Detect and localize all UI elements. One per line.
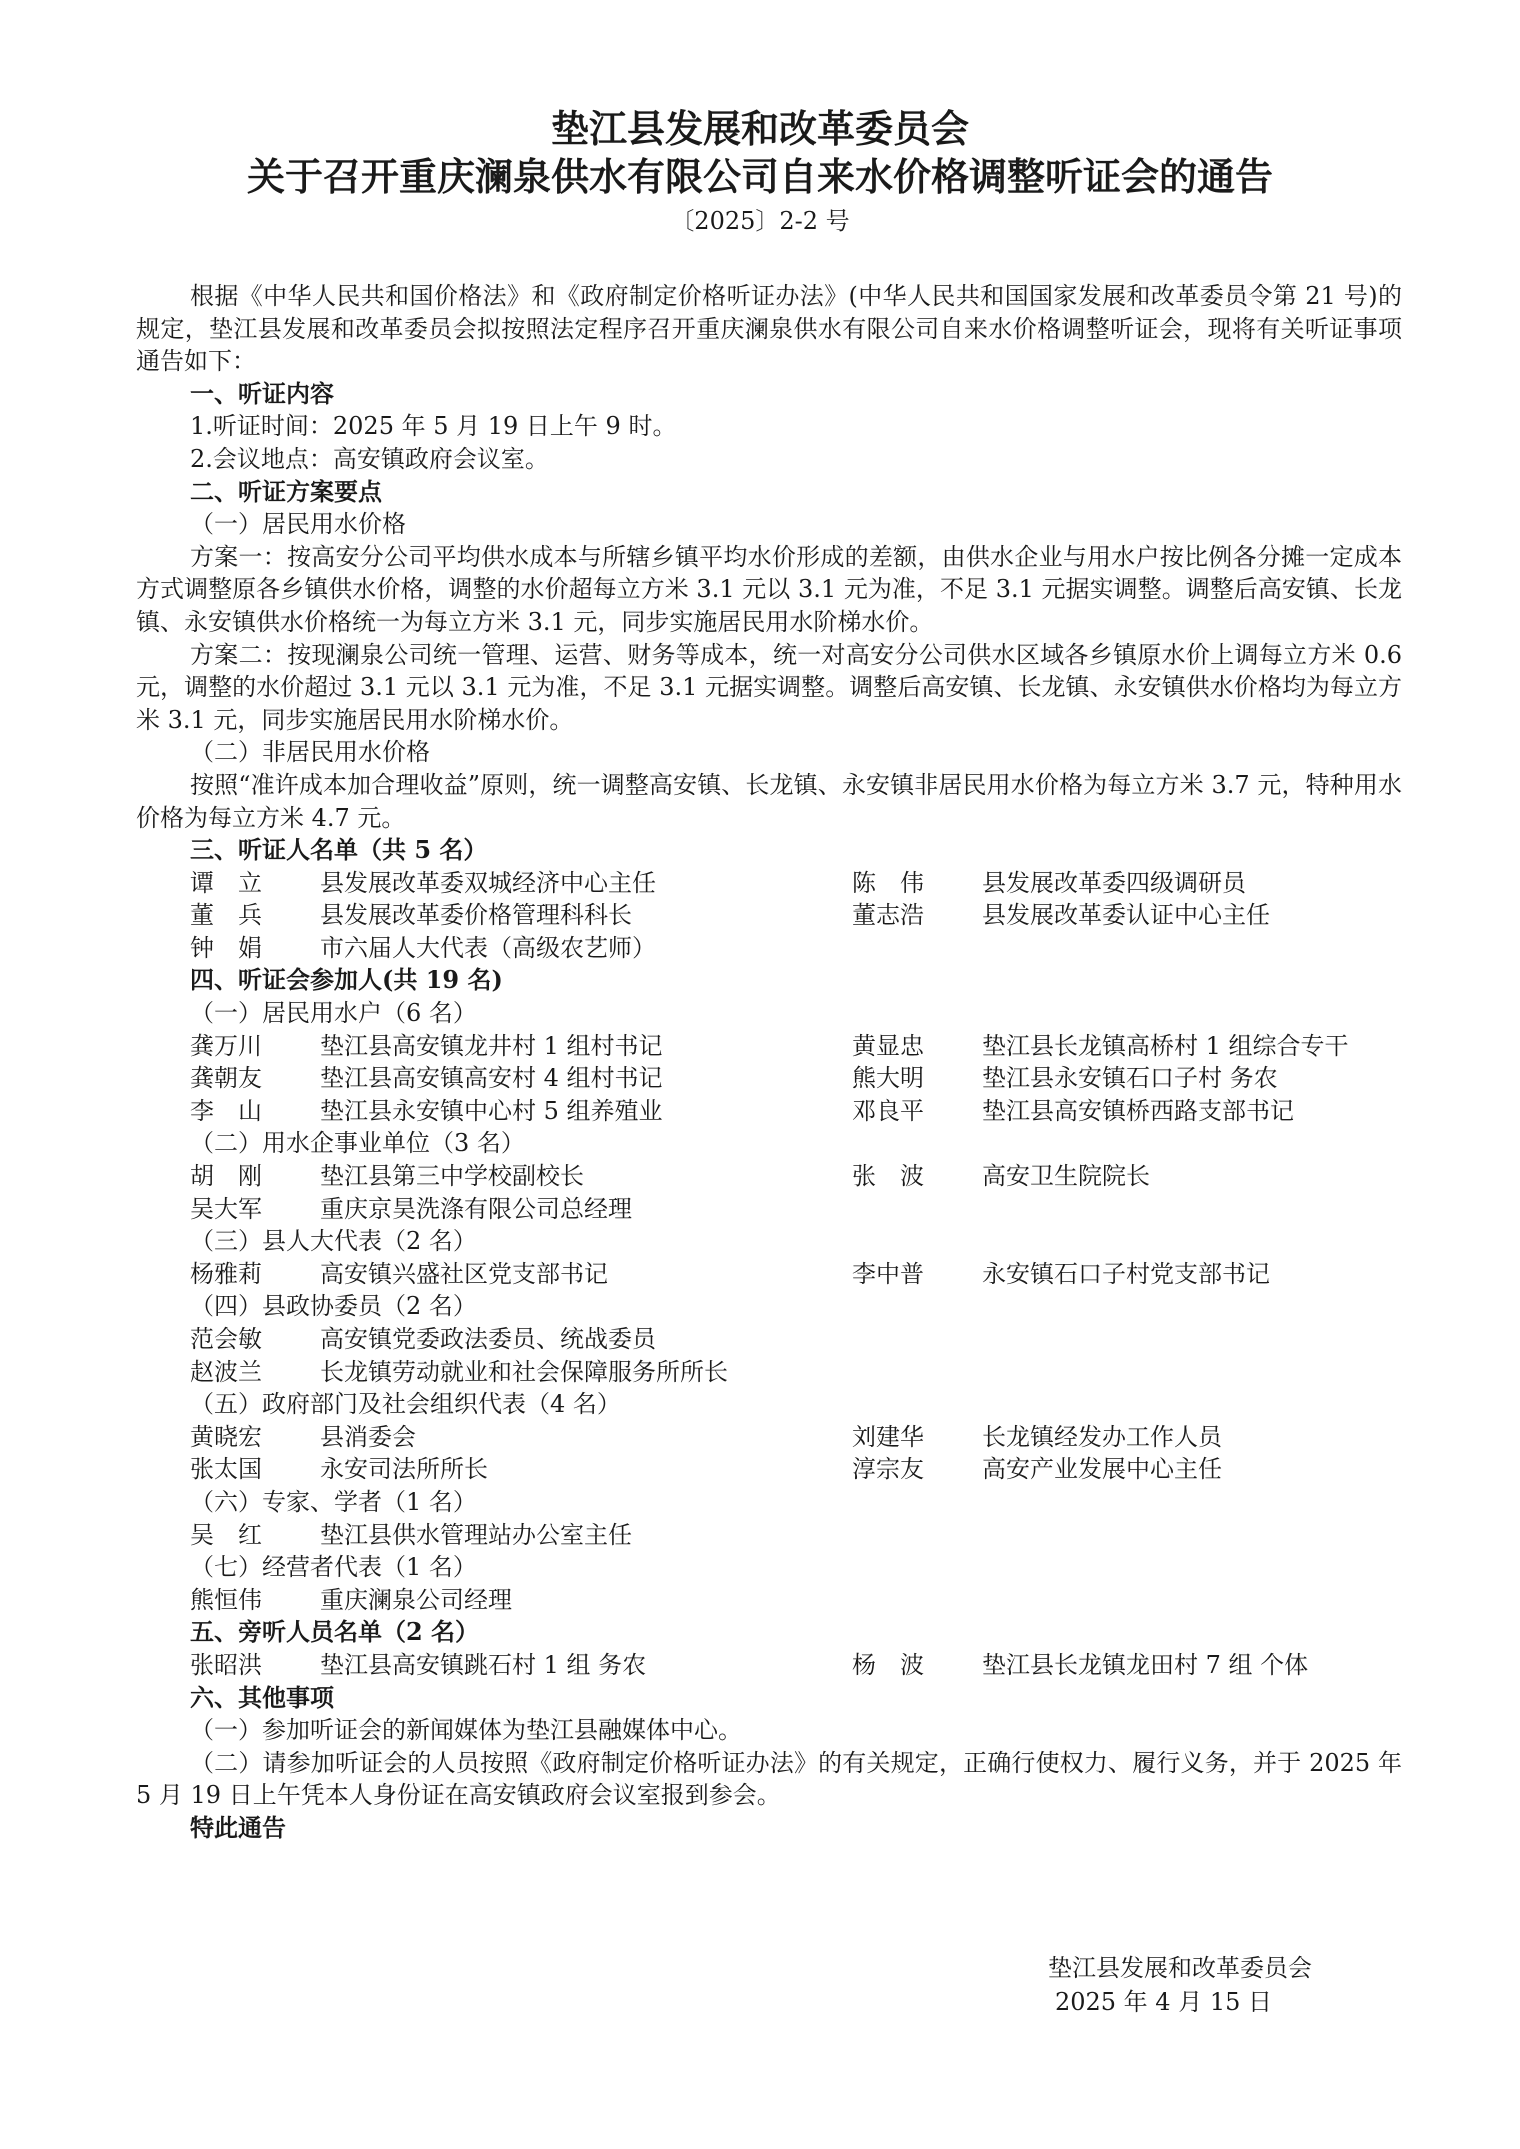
person-role: 高安镇党委政法委员、统战委员 — [320, 1325, 656, 1353]
person-role: 垫江县高安镇桥西路支部书记 — [982, 1096, 1294, 1125]
person-name: 张太国 — [190, 1455, 262, 1484]
person-role: 县消委会 — [320, 1422, 416, 1451]
person-row — [136, 1095, 1402, 1128]
intro-paragraph: 根据《中华人民共和国价格法》和《政府制定价格听证办法》(中华人民共和国国家发展和改革委员令第 21 号)的规定，垫江县发展和改革委员会拟按照法定程序召开重庆澜泉供水有限公司自来水价格调整听证会，现将有关听证事项通告如下： — [136, 282, 1402, 376]
person-role: 垫江县供水管理站办公室主任 — [320, 1520, 632, 1549]
other-matter-item: （一）参加听证会的新闻媒体为垫江县融媒体中心。 — [190, 1716, 742, 1745]
person-name: 胡 刚 — [190, 1162, 262, 1191]
person-role: 垫江县高安镇龙井村 1 组村书记 — [320, 1031, 663, 1060]
section-heading-plan-points: 二、听证方案要点 — [190, 476, 382, 506]
person-name: 范会敏 — [190, 1325, 262, 1353]
document-title-line1: 垫江县发展和改革委员会 — [550, 106, 969, 151]
signature-organization: 垫江县发展和改革委员会 — [1048, 1954, 1312, 1982]
person-role: 永安镇石口子村党支部书记 — [982, 1259, 1270, 1288]
person-name: 吴大军 — [190, 1194, 262, 1223]
document-number: 〔2025〕2-2 号 — [670, 207, 850, 235]
signature-date: 2025 年 4 月 15 日 — [1054, 1988, 1272, 2016]
person-row — [136, 1356, 1402, 1389]
section-heading-hearing-content: 一、听证内容 — [190, 378, 334, 408]
person-row — [136, 1453, 1402, 1486]
group-title: （二）用水企事业单位（3 名） — [190, 1129, 525, 1158]
person-name: 李 山 — [190, 1096, 262, 1125]
person-name: 谭 立 — [190, 868, 262, 897]
person-name: 董志浩 — [852, 901, 924, 930]
hearing-time: 1.听证时间：2025 年 5 月 19 日上午 9 时。 — [190, 412, 677, 441]
person-row — [136, 1649, 1402, 1682]
person-row — [136, 1258, 1402, 1291]
person-row — [136, 932, 1402, 965]
person-row — [136, 1519, 1402, 1552]
person-role: 长龙镇经发办工作人员 — [982, 1422, 1222, 1451]
nonresidential-paragraph: 按照“准许成本加合理收益”原则，统一调整高安镇、长龙镇、永安镇非居民用水价格为每立方米 3.7 元，特种用水价格为每立方米 4.7 元。 — [136, 770, 1402, 832]
person-name: 钟 娟 — [190, 933, 262, 962]
subheading-residential-price: （一）居民用水价格 — [190, 510, 406, 539]
person-name: 熊大明 — [852, 1064, 924, 1093]
group-title: （七）经营者代表（1 名） — [190, 1553, 477, 1582]
person-name: 熊恒伟 — [190, 1585, 262, 1614]
subheading-nonresidential-price: （二）非居民用水价格 — [190, 738, 430, 767]
section-heading-other-matters: 六、其他事项 — [190, 1682, 334, 1712]
person-role: 县发展改革委四级调研员 — [982, 868, 1246, 897]
person-row — [136, 1584, 1402, 1617]
plan-one-paragraph: 方案一：按高安分公司平均供水成本与所辖乡镇平均水价形成的差额，由供水企业与用水户按比例各分摊一定成本方式调整原各乡镇供水价格，调整的水价超每立方米 3.1 元以 3.1 元为准，不足 3.1 元据实调整。调整后高安镇、长龙镇、永安镇供水价格统一为每立方米 3.1 元，同步实施居民用水阶梯水价。 — [136, 542, 1402, 636]
person-row — [136, 899, 1402, 932]
person-role: 永安司法所所长 — [320, 1455, 488, 1484]
group-title: （三）县人大代表（2 名） — [190, 1227, 477, 1256]
section-heading-participants: 四、听证会参加人(共 19 名) — [190, 965, 503, 995]
person-row — [136, 1160, 1402, 1193]
person-role: 高安卫生院院长 — [982, 1162, 1150, 1191]
person-name: 杨 波 — [852, 1650, 924, 1679]
person-role: 垫江县长龙镇高桥村 1 组综合专干 — [982, 1031, 1349, 1060]
person-name: 黄显忠 — [852, 1031, 924, 1060]
person-role: 高安镇兴盛社区党支部书记 — [320, 1259, 608, 1288]
person-role: 长龙镇劳动就业和社会保障服务所所长 — [320, 1357, 728, 1386]
person-name: 龚朝友 — [190, 1064, 262, 1093]
person-name: 邓良平 — [852, 1096, 924, 1125]
person-name: 赵波兰 — [190, 1357, 262, 1386]
person-name: 张 波 — [852, 1162, 924, 1191]
document-body — [136, 280, 1402, 1845]
person-name: 陈 伟 — [852, 868, 924, 897]
other-matter-item: （二）请参加听证会的人员按照《政府制定价格听证办法》的有关规定，正确行使权力、履行义务，并于 2025 年 5 月 19 日上午凭本人身份证在高安镇政府会议室报到参会。 — [136, 1748, 1402, 1810]
person-role: 垫江县高安镇跳石村 1 组 务农 — [320, 1650, 647, 1679]
person-row — [136, 867, 1402, 900]
person-role: 垫江县第三中学校副校长 — [320, 1162, 584, 1191]
group-title: （一）居民用水户（6 名） — [190, 999, 477, 1028]
person-row — [136, 1323, 1402, 1356]
person-role: 垫江县永安镇石口子村 务农 — [982, 1064, 1278, 1093]
person-row — [136, 1421, 1402, 1454]
group-title: （六）专家、学者（1 名） — [190, 1487, 477, 1516]
person-row — [136, 1030, 1402, 1063]
group-title: （五）政府部门及社会组织代表（4 名） — [190, 1390, 621, 1419]
person-role: 县发展改革委双城经济中心主任 — [320, 868, 656, 897]
section-heading-observers: 五、旁听人员名单（2 名） — [190, 1617, 480, 1647]
person-name: 董 兵 — [190, 901, 262, 930]
section-heading-hearers: 三、听证人名单（共 5 名） — [190, 835, 488, 865]
plan-two-paragraph: 方案二：按现澜泉公司统一管理、运营、财务等成本，统一对高安分公司供水区域各乡镇原水价上调每立方米 0.6 元，调整的水价超过 3.1 元以 3.1 元为准，不足 3.1 元据实调整。调整后高安镇、长龙镇、永安镇供水价格均为每立方米 3.1 元，同步实施居民用水阶梯水价。 — [136, 640, 1402, 734]
person-name: 李中普 — [852, 1259, 924, 1288]
person-name: 黄晓宏 — [190, 1422, 262, 1451]
group-title: （四）县政协委员（2 名） — [190, 1292, 477, 1321]
person-name: 龚万川 — [190, 1031, 262, 1060]
person-role: 重庆京昊洗涤有限公司总经理 — [320, 1194, 632, 1223]
person-name: 杨雅莉 — [190, 1259, 262, 1288]
person-name: 刘建华 — [852, 1422, 924, 1451]
person-role: 市六届人大代表（高级农艺师） — [320, 933, 656, 962]
person-role: 高安产业发展中心主任 — [982, 1455, 1222, 1484]
document-title-line2: 关于召开重庆澜泉供水有限公司自来水价格调整听证会的通告 — [246, 154, 1273, 199]
person-row — [136, 1193, 1402, 1226]
person-name: 吴 红 — [190, 1520, 262, 1549]
closing-phrase: 特此通告 — [190, 1812, 286, 1842]
person-role: 垫江县永安镇中心村 5 组养殖业 — [320, 1096, 663, 1125]
person-role: 县发展改革委价格管理科科长 — [320, 901, 632, 930]
person-role: 县发展改革委认证中心主任 — [982, 901, 1270, 930]
person-row — [136, 1062, 1402, 1095]
person-role: 垫江县高安镇高安村 4 组村书记 — [320, 1064, 663, 1093]
person-role: 垫江县长龙镇龙田村 7 组 个体 — [982, 1650, 1309, 1679]
hearing-place: 2.会议地点：高安镇政府会议室。 — [190, 444, 549, 473]
person-name: 淳宗友 — [852, 1455, 924, 1484]
person-name: 张昭洪 — [190, 1650, 262, 1679]
person-role: 重庆澜泉公司经理 — [320, 1585, 512, 1614]
